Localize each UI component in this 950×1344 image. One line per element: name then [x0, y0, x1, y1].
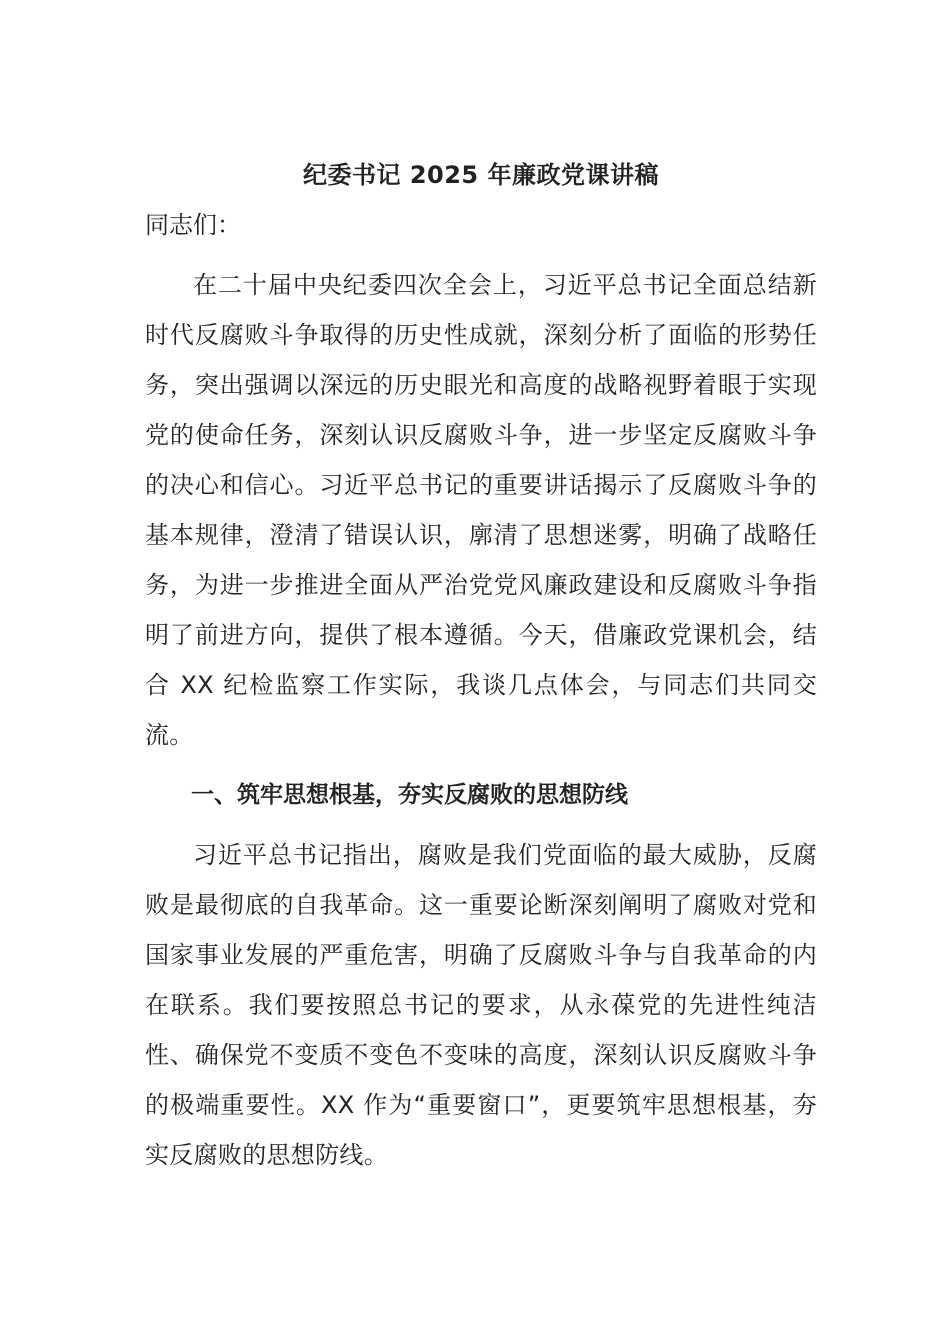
salutation: 同志们：: [145, 211, 241, 239]
document-title: 纪委书记 2025 年廉政党课讲稿: [302, 161, 659, 189]
section-paragraph: 习近平总书记指出，腐败是我们党面临的最大威胁，反腐败是最彻底的自我革命。这一重要论断深刻阐明了腐败对党和国家事业发展的严重危害，明确了反腐败斗争与自我革命的内在联系。我们要按照总书记的要求，从永葆党的先进性纯洁性、确保党不变质不变色不变味的高度，深刻认识反腐败斗争的极端重要性。XX 作为“重要窗口”，更要筑牢思想根基，夯实反腐败的思想防线。: [145, 841, 817, 1169]
section-heading: 一、筑牢思想根基，夯实反腐败的思想防线: [191, 782, 628, 808]
intro-paragraph: 在二十届中央纪委四次全会上，习近平总书记全面总结新时代反腐败斗争取得的历史性成就，深刻分析了面临的形势任务，突出强调以深远的历史眼光和高度的战略视野着眼于实现党的使命任务，深刻认识反腐败斗争，进一步坚定反腐败斗争的决心和信心。习近平总书记的重要讲话揭示了反腐败斗争的基本规律，澄清了错误认识，廓清了思想迷雾，明确了战略任务，为进一步推进全面从严治党党风廉政建设和反腐败斗争指明了前进方向，提供了根本遵循。今天，借廉政党课机会，结合 XX 纪检监察工作实际，我谈几点体会，与同志们共同交流。: [145, 271, 817, 749]
document-body: [145, 150, 817, 1180]
paragraph-spacer: [145, 250, 817, 260]
paragraph-spacer: [145, 760, 817, 770]
paragraph-spacer: [145, 820, 817, 830]
